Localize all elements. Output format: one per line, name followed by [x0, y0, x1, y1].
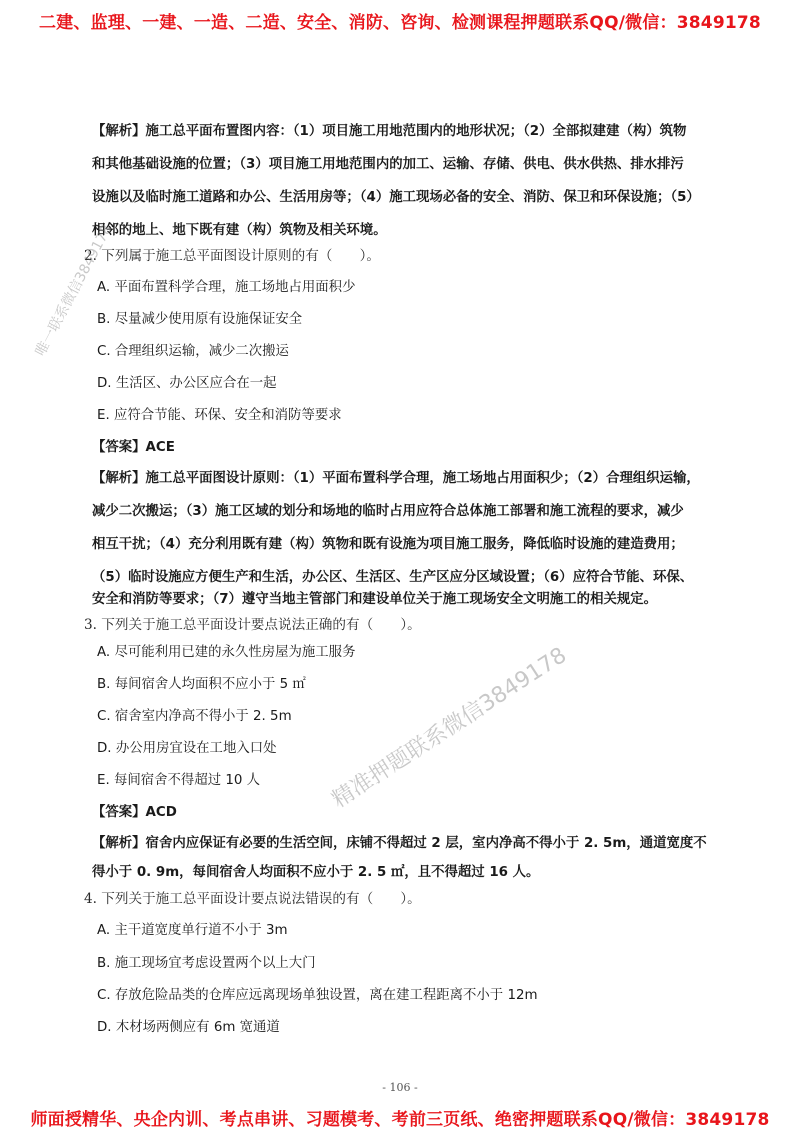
analysis-1-line-2: 和其他基础设施的位置；（3）项目施工用地范围内的加工、运输、存储、供电、供水供热、排水排污	[92, 157, 684, 172]
question-2: 2. 下列属于施工总平面图设计原则的有（ ）。	[84, 248, 380, 264]
question-2-option-b: B. 尽量减少使用原有设施保证安全	[97, 312, 303, 327]
analysis-1-line-4: 相邻的地上、地下既有建（构）筑物及相关环境。	[92, 223, 387, 238]
analysis-2-line-3: 相互干扰；（4）充分利用既有建（构）筑物和既有设施为项目施工服务，降低临时设施的建造费用；	[92, 537, 684, 552]
watermark-center: 精准押题联系微信3849178	[327, 642, 572, 814]
page-number: - 106 -	[382, 1081, 418, 1094]
question-4-option-c: C. 存放危险品类的仓库应远离现场单独设置，离在建工程距离不小于 12m	[97, 988, 538, 1003]
question-2-answer: 【答案】ACE	[92, 440, 175, 455]
question-4-option-d: D. 木材场两侧应有 6m 宽通道	[97, 1020, 280, 1035]
analysis-3-line-2: 得小于 0. 9m，每间宿舍人均面积不应小于 2. 5 ㎡，且不得超过 16 人。	[92, 865, 540, 880]
question-2-option-e: E. 应符合节能、环保、安全和消防等要求	[97, 408, 342, 423]
analysis-1-line-1: 【解析】施工总平面布置图内容：（1）项目施工用地范围内的地形状况；（2）全部拟建建（构）筑物	[92, 124, 687, 139]
question-3-option-d: D. 办公用房宜设在工地入口处	[97, 741, 277, 756]
analysis-2-line-1: 【解析】施工总平面图设计原则：（1）平面布置科学合理，施工场地占用面积少；（2）合理组织运输，	[92, 471, 700, 486]
question-3-option-c: C. 宿舍室内净高不得小于 2. 5m	[97, 709, 292, 724]
watermark-left: 唯一联系微信3849178	[32, 222, 116, 359]
footer-banner: 师面授精华、央企内训、考点串讲、习题模考、考前三页纸、绝密押题联系QQ/微信：3849178	[30, 1110, 770, 1130]
analysis-3-line-1: 【解析】宿舍内应保证有必要的生活空间，床铺不得超过 2 层，室内净高不得小于 2. 5m，通道宽度不	[92, 836, 707, 851]
analysis-2-line-4: （5）临时设施应方便生产和生活，办公区、生活区、生产区应分区域设置；（6）应符合节能、环保、	[92, 570, 694, 585]
question-3-option-a: A. 尽可能利用已建的永久性房屋为施工服务	[97, 645, 356, 660]
header-banner: 二建、监理、一建、一造、二造、安全、消防、咨询、检测课程押题联系QQ/微信：3849178	[39, 13, 761, 33]
analysis-1-line-3: 设施以及临时施工道路和办公、生活用房等；（4）施工现场必备的安全、消防、保卫和环保设施；（5）	[92, 190, 700, 205]
question-2-option-a: A. 平面布置科学合理，施工场地占用面积少	[97, 280, 356, 295]
question-4: 4. 下列关于施工总平面设计要点说法错误的有（ ）。	[84, 891, 421, 907]
question-2-option-c: C. 合理组织运输，减少二次搬运	[97, 344, 289, 359]
question-4-option-b: B. 施工现场宜考虑设置两个以上大门	[97, 956, 316, 971]
question-3: 3. 下列关于施工总平面设计要点说法正确的有（ ）。	[84, 617, 421, 633]
question-4-option-a: A. 主干道宽度单行道不小于 3m	[97, 923, 288, 938]
question-3-option-e: E. 每间宿舍不得超过 10 人	[97, 773, 261, 788]
question-3-option-b: B. 每间宿舍人均面积不应小于 5 ㎡	[97, 677, 306, 692]
question-3-answer: 【答案】ACD	[92, 805, 177, 820]
question-2-option-d: D. 生活区、办公区应合在一起	[97, 376, 277, 391]
analysis-2-line-5: 安全和消防等要求；（7）遵守当地主管部门和建设单位关于施工现场安全文明施工的相关规定。	[92, 592, 658, 607]
analysis-2-line-2: 减少二次搬运；（3）施工区域的划分和场地的临时占用应符合总体施工部署和施工流程的要求，减少	[92, 504, 684, 519]
